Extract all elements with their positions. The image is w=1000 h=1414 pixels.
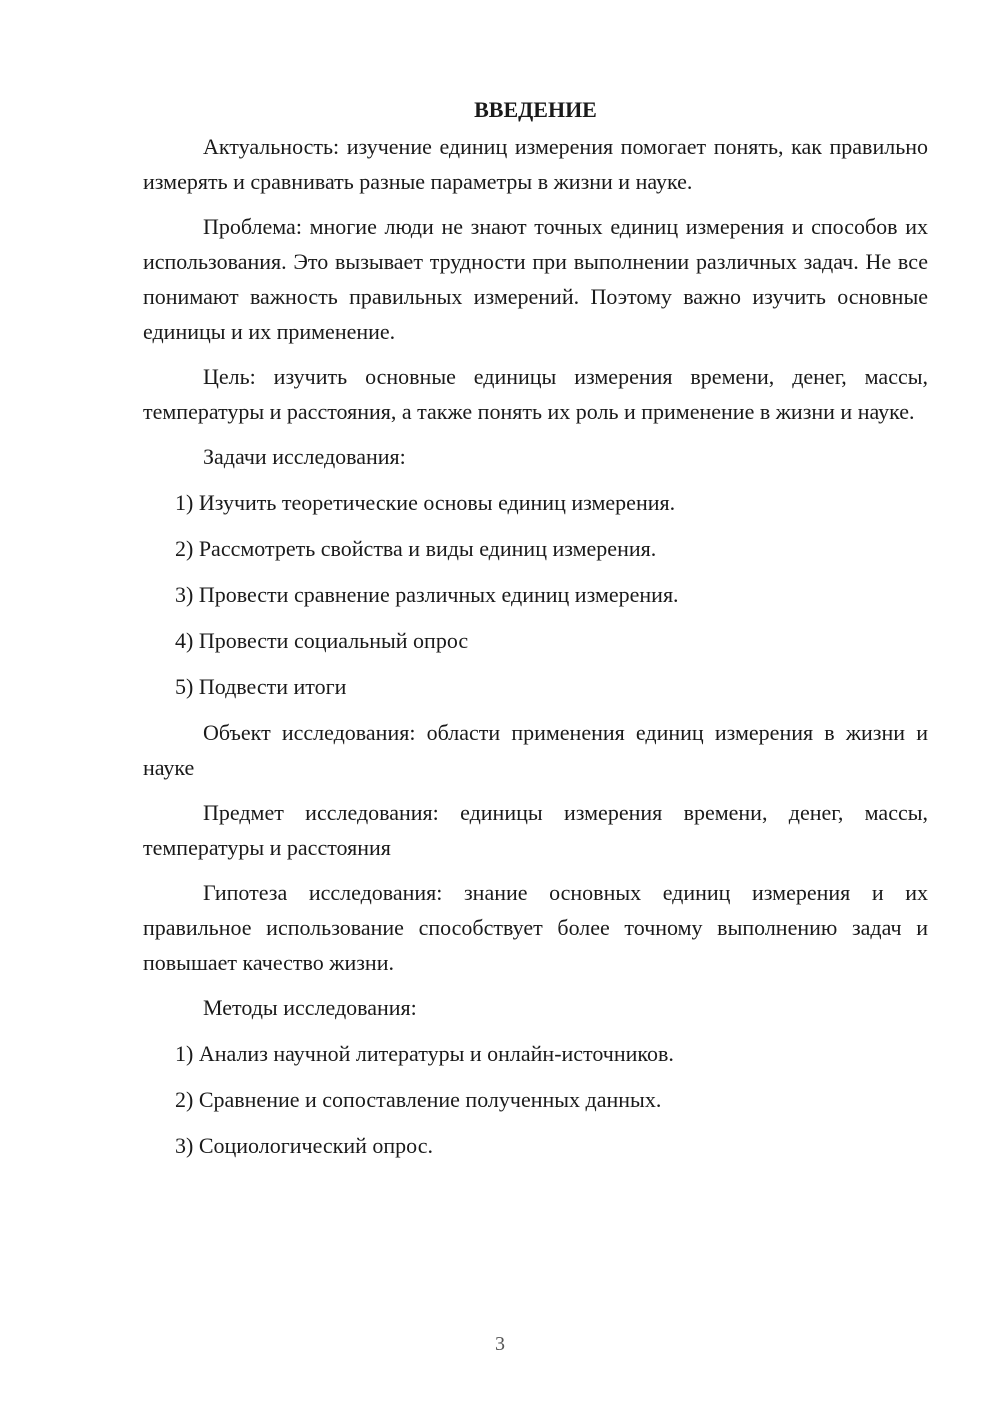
object-paragraph: Объект исследования: области применения единиц измерения в жизни и науке bbox=[143, 720, 928, 780]
page-content bbox=[143, 92, 928, 1174]
task-item: 3) Провести сравнение различных единиц измерения. bbox=[175, 582, 679, 607]
subject-paragraph: Предмет исследования: единицы измерения времени, денег, массы, температуры и расстояния bbox=[143, 800, 928, 860]
method-item: 1) Анализ научной литературы и онлайн-источников. bbox=[175, 1041, 674, 1066]
methods-list bbox=[143, 1036, 928, 1163]
task-item: 4) Провести социальный опрос bbox=[175, 628, 469, 653]
task-item: 5) Подвести итоги bbox=[175, 674, 347, 699]
task-item: 1) Изучить теоретические основы единиц измерения. bbox=[175, 490, 676, 515]
relevance-paragraph: Актуальность: изучение единиц измерения помогает понять, как правильно измерять и сравнивать разные параметры в жизни и науке. bbox=[143, 134, 928, 194]
tasks-list bbox=[143, 485, 928, 704]
goal-paragraph: Цель: изучить основные единицы измерения времени, денег, массы, температуры и расстояния, а также понять их роль и применение в жизни и науке. bbox=[143, 364, 928, 424]
methods-heading: Методы исследования: bbox=[203, 995, 417, 1020]
page-number: 3 bbox=[495, 1333, 505, 1355]
method-item: 2) Сравнение и сопоставление полученных данных. bbox=[175, 1087, 662, 1112]
hypothesis-paragraph: Гипотеза исследования: знание основных единиц измерения и их правильное использование способствует более точному выполнению задач и повышает качество жизни. bbox=[143, 880, 928, 975]
method-item: 3) Социологический опрос. bbox=[175, 1133, 433, 1158]
page-title: ВВЕДЕНИЕ bbox=[474, 97, 597, 122]
problem-paragraph: Проблема: многие люди не знают точных единиц измерения и способов их использования. Это вызывает трудности при выполнении различных задач. Не все понимают важность правильных измерений. Поэтому важно изучить основные единицы и их применение. bbox=[143, 214, 928, 344]
task-item: 2) Рассмотреть свойства и виды единиц измерения. bbox=[175, 536, 657, 561]
tasks-heading: Задачи исследования: bbox=[203, 444, 406, 469]
